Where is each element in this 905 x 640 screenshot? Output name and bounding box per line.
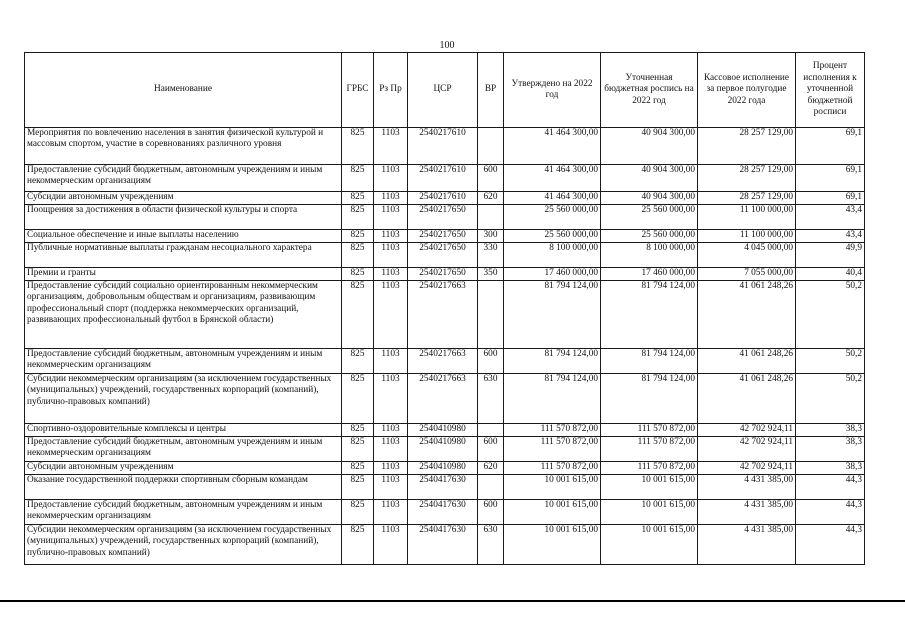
cell-name: Предоставление субсидий бюджетным, автономным учреждениям и иным некоммерческим организациям [25, 349, 342, 374]
cell-rzpr: 1103 [374, 349, 408, 374]
table-row [25, 205, 865, 230]
cell-csr: 2540417630 [408, 475, 478, 500]
cell-approved: 10 001 615,00 [504, 500, 601, 525]
cell-name: Субсидии некоммерческим организациям (за исключением государственных (муниципальных) учреждений, государственных корпораций (компаний), публично-правовых компаний) [25, 525, 342, 565]
cell-grbs: 825 [342, 500, 374, 525]
cell-refined: 8 100 000,00 [601, 243, 698, 268]
cell-grbs: 825 [342, 205, 374, 230]
cell-approved: 81 794 124,00 [504, 374, 601, 424]
cell-grbs: 825 [342, 281, 374, 349]
cell-rzpr: 1103 [374, 525, 408, 565]
cell-percent: 69,1 [796, 128, 865, 165]
cell-vr: 630 [478, 525, 504, 565]
cell-percent: 38,3 [796, 437, 865, 462]
cell-vr: 330 [478, 243, 504, 268]
cell-percent: 40,4 [796, 268, 865, 281]
table-row [25, 281, 865, 349]
table-row [25, 424, 865, 437]
cell-refined: 17 460 000,00 [601, 268, 698, 281]
cell-name: Предоставление субсидий бюджетным, автономным учреждениям и иным некоммерческим организациям [25, 165, 342, 192]
cell-name: Субсидии автономным учреждениям [25, 462, 342, 475]
cell-grbs: 825 [342, 475, 374, 500]
cell-vr [478, 128, 504, 165]
cell-rzpr: 1103 [374, 128, 408, 165]
cell-vr: 300 [478, 230, 504, 243]
cell-refined: 10 001 615,00 [601, 500, 698, 525]
cell-cash: 41 061 248,26 [698, 281, 796, 349]
column-header-csr: ЦСР [408, 53, 478, 128]
table-row [25, 462, 865, 475]
cell-approved: 111 570 872,00 [504, 462, 601, 475]
cell-percent: 43,4 [796, 230, 865, 243]
cell-rzpr: 1103 [374, 424, 408, 437]
table-row [25, 349, 865, 374]
cell-percent: 44,3 [796, 525, 865, 565]
cell-csr: 2540217650 [408, 268, 478, 281]
cell-csr: 2540217610 [408, 128, 478, 165]
cell-cash: 42 702 924,11 [698, 437, 796, 462]
header-row [25, 53, 865, 128]
cell-grbs: 825 [342, 424, 374, 437]
cell-name: Публичные нормативные выплаты гражданам несоциального характера [25, 243, 342, 268]
cell-rzpr: 1103 [374, 475, 408, 500]
cell-rzpr: 1103 [374, 243, 408, 268]
cell-name: Предоставление субсидий социально ориентированным некоммерческим организациям, добровольным обществам и организациям, развивающим профессиональный спорт (поддержка некоммерческих организаций, развивающих профессиональный футбол в Брянской области) [25, 281, 342, 349]
cell-name: Субсидии некоммерческим организациям (за исключением государственных (муниципальных) учреждений, государственных корпораций (компаний), публично-правовых компаний) [25, 374, 342, 424]
cell-csr: 2540217663 [408, 349, 478, 374]
cell-grbs: 825 [342, 230, 374, 243]
cell-percent: 38,3 [796, 424, 865, 437]
cell-percent: 50,2 [796, 281, 865, 349]
cell-rzpr: 1103 [374, 374, 408, 424]
cell-refined: 10 001 615,00 [601, 525, 698, 565]
cell-cash: 11 100 000,00 [698, 205, 796, 230]
column-header-refined: Уточненная бюджетная роспись на 2022 год [601, 53, 698, 128]
cell-cash: 4 431 385,00 [698, 475, 796, 500]
cell-name: Социальное обеспечение и иные выплаты населению [25, 230, 342, 243]
cell-approved: 17 460 000,00 [504, 268, 601, 281]
cell-csr: 2540217650 [408, 243, 478, 268]
cell-vr: 600 [478, 165, 504, 192]
cell-percent: 44,3 [796, 475, 865, 500]
cell-grbs: 825 [342, 165, 374, 192]
cell-grbs: 825 [342, 268, 374, 281]
cell-grbs: 825 [342, 128, 374, 165]
cell-cash: 11 100 000,00 [698, 230, 796, 243]
table-row [25, 165, 865, 192]
cell-vr [478, 205, 504, 230]
cell-rzpr: 1103 [374, 230, 408, 243]
cell-refined: 111 570 872,00 [601, 437, 698, 462]
cell-csr: 2540217663 [408, 374, 478, 424]
cell-grbs: 825 [342, 192, 374, 205]
cell-rzpr: 1103 [374, 462, 408, 475]
cell-approved: 81 794 124,00 [504, 349, 601, 374]
table-row [25, 230, 865, 243]
cell-rzpr: 1103 [374, 268, 408, 281]
cell-vr [478, 424, 504, 437]
cell-name: Спортивно-оздоровительные комплексы и центры [25, 424, 342, 437]
cell-name: Предоставление субсидий бюджетным, автономным учреждениям и иным некоммерческим организациям [25, 437, 342, 462]
cell-name: Предоставление субсидий бюджетным, автономным учреждениям и иным некоммерческим организациям [25, 500, 342, 525]
cell-cash: 28 257 129,00 [698, 128, 796, 165]
column-header-name: Наименование [25, 53, 342, 128]
cell-approved: 41 464 300,00 [504, 192, 601, 205]
cell-rzpr: 1103 [374, 205, 408, 230]
cell-approved: 10 001 615,00 [504, 475, 601, 500]
cell-cash: 4 431 385,00 [698, 525, 796, 565]
cell-percent: 44,3 [796, 500, 865, 525]
cell-approved: 25 560 000,00 [504, 205, 601, 230]
cell-refined: 111 570 872,00 [601, 462, 698, 475]
table-row [25, 268, 865, 281]
cell-cash: 4 431 385,00 [698, 500, 796, 525]
column-header-rzpr: Рз Пр [374, 53, 408, 128]
cell-approved: 81 794 124,00 [504, 281, 601, 349]
cell-vr: 620 [478, 192, 504, 205]
cell-csr: 2540217650 [408, 230, 478, 243]
cell-percent: 43,4 [796, 205, 865, 230]
cell-name: Субсидии автономным учреждениям [25, 192, 342, 205]
cell-grbs: 825 [342, 349, 374, 374]
cell-csr: 2540410980 [408, 437, 478, 462]
cell-percent: 49,9 [796, 243, 865, 268]
cell-vr: 600 [478, 349, 504, 374]
cell-rzpr: 1103 [374, 500, 408, 525]
cell-approved: 111 570 872,00 [504, 424, 601, 437]
cell-csr: 2540417630 [408, 500, 478, 525]
cell-approved: 10 001 615,00 [504, 525, 601, 565]
cell-cash: 28 257 129,00 [698, 192, 796, 205]
table-row [25, 475, 865, 500]
column-header-grbs: ГРБС [342, 53, 374, 128]
cell-vr: 350 [478, 268, 504, 281]
cell-percent: 69,1 [796, 192, 865, 205]
cell-refined: 25 560 000,00 [601, 230, 698, 243]
column-header-percent: Процент исполнения к уточненной бюджетной росписи [796, 53, 865, 128]
table-row [25, 192, 865, 205]
cell-grbs: 825 [342, 374, 374, 424]
cell-csr: 2540417630 [408, 525, 478, 565]
cell-vr: 620 [478, 462, 504, 475]
cell-refined: 40 904 300,00 [601, 192, 698, 205]
cell-cash: 7 055 000,00 [698, 268, 796, 281]
cell-vr: 600 [478, 437, 504, 462]
cell-refined: 10 001 615,00 [601, 475, 698, 500]
cell-approved: 41 464 300,00 [504, 128, 601, 165]
cell-percent: 50,2 [796, 374, 865, 424]
cell-vr [478, 475, 504, 500]
cell-percent: 50,2 [796, 349, 865, 374]
cell-vr: 600 [478, 500, 504, 525]
table-row [25, 243, 865, 268]
column-header-approved: Утверждено на 2022 год [504, 53, 601, 128]
cell-csr: 2540217610 [408, 165, 478, 192]
cell-csr: 2540410980 [408, 424, 478, 437]
cell-cash: 28 257 129,00 [698, 165, 796, 192]
cell-refined: 111 570 872,00 [601, 424, 698, 437]
cell-cash: 41 061 248,26 [698, 374, 796, 424]
cell-approved: 111 570 872,00 [504, 437, 601, 462]
cell-csr: 2540217663 [408, 281, 478, 349]
cell-vr [478, 281, 504, 349]
cell-grbs: 825 [342, 243, 374, 268]
cell-csr: 2540217610 [408, 192, 478, 205]
cell-refined: 81 794 124,00 [601, 374, 698, 424]
cell-csr: 2540410980 [408, 462, 478, 475]
cell-percent: 69,1 [796, 165, 865, 192]
cell-approved: 25 560 000,00 [504, 230, 601, 243]
cell-name: Мероприятия по вовлечению населения в занятия физической культурой и массовым спортом, участие в соревнованиях различного уровня [25, 128, 342, 165]
cell-rzpr: 1103 [374, 192, 408, 205]
cell-refined: 25 560 000,00 [601, 205, 698, 230]
cell-name: Премии и гранты [25, 268, 342, 281]
cell-csr: 2540217650 [408, 205, 478, 230]
cell-approved: 41 464 300,00 [504, 165, 601, 192]
table-row [25, 437, 865, 462]
cell-name: Поощрения за достижения в области физической культуры и спорта [25, 205, 342, 230]
cell-cash: 42 702 924,11 [698, 424, 796, 437]
cell-refined: 40 904 300,00 [601, 128, 698, 165]
cell-name: Оказание государственной поддержки спортивным сборным командам [25, 475, 342, 500]
cell-approved: 8 100 000,00 [504, 243, 601, 268]
cell-percent: 38,3 [796, 462, 865, 475]
cell-rzpr: 1103 [374, 437, 408, 462]
cell-cash: 4 045 000,00 [698, 243, 796, 268]
page-bottom-rule [0, 600, 905, 602]
cell-vr: 630 [478, 374, 504, 424]
table-row [25, 374, 865, 424]
cell-rzpr: 1103 [374, 281, 408, 349]
column-header-cash: Кассовое исполнение за первое полугодие 2022 года [698, 53, 796, 128]
table-row [25, 525, 865, 565]
cell-refined: 81 794 124,00 [601, 349, 698, 374]
cell-refined: 81 794 124,00 [601, 281, 698, 349]
table-row [25, 128, 865, 165]
cell-grbs: 825 [342, 462, 374, 475]
cell-cash: 41 061 248,26 [698, 349, 796, 374]
page-number: 100 [439, 40, 455, 51]
cell-cash: 42 702 924,11 [698, 462, 796, 475]
cell-refined: 40 904 300,00 [601, 165, 698, 192]
cell-rzpr: 1103 [374, 165, 408, 192]
cell-grbs: 825 [342, 437, 374, 462]
cell-grbs: 825 [342, 525, 374, 565]
column-header-vr: ВР [478, 53, 504, 128]
budget-table [24, 52, 865, 565]
table-row [25, 500, 865, 525]
